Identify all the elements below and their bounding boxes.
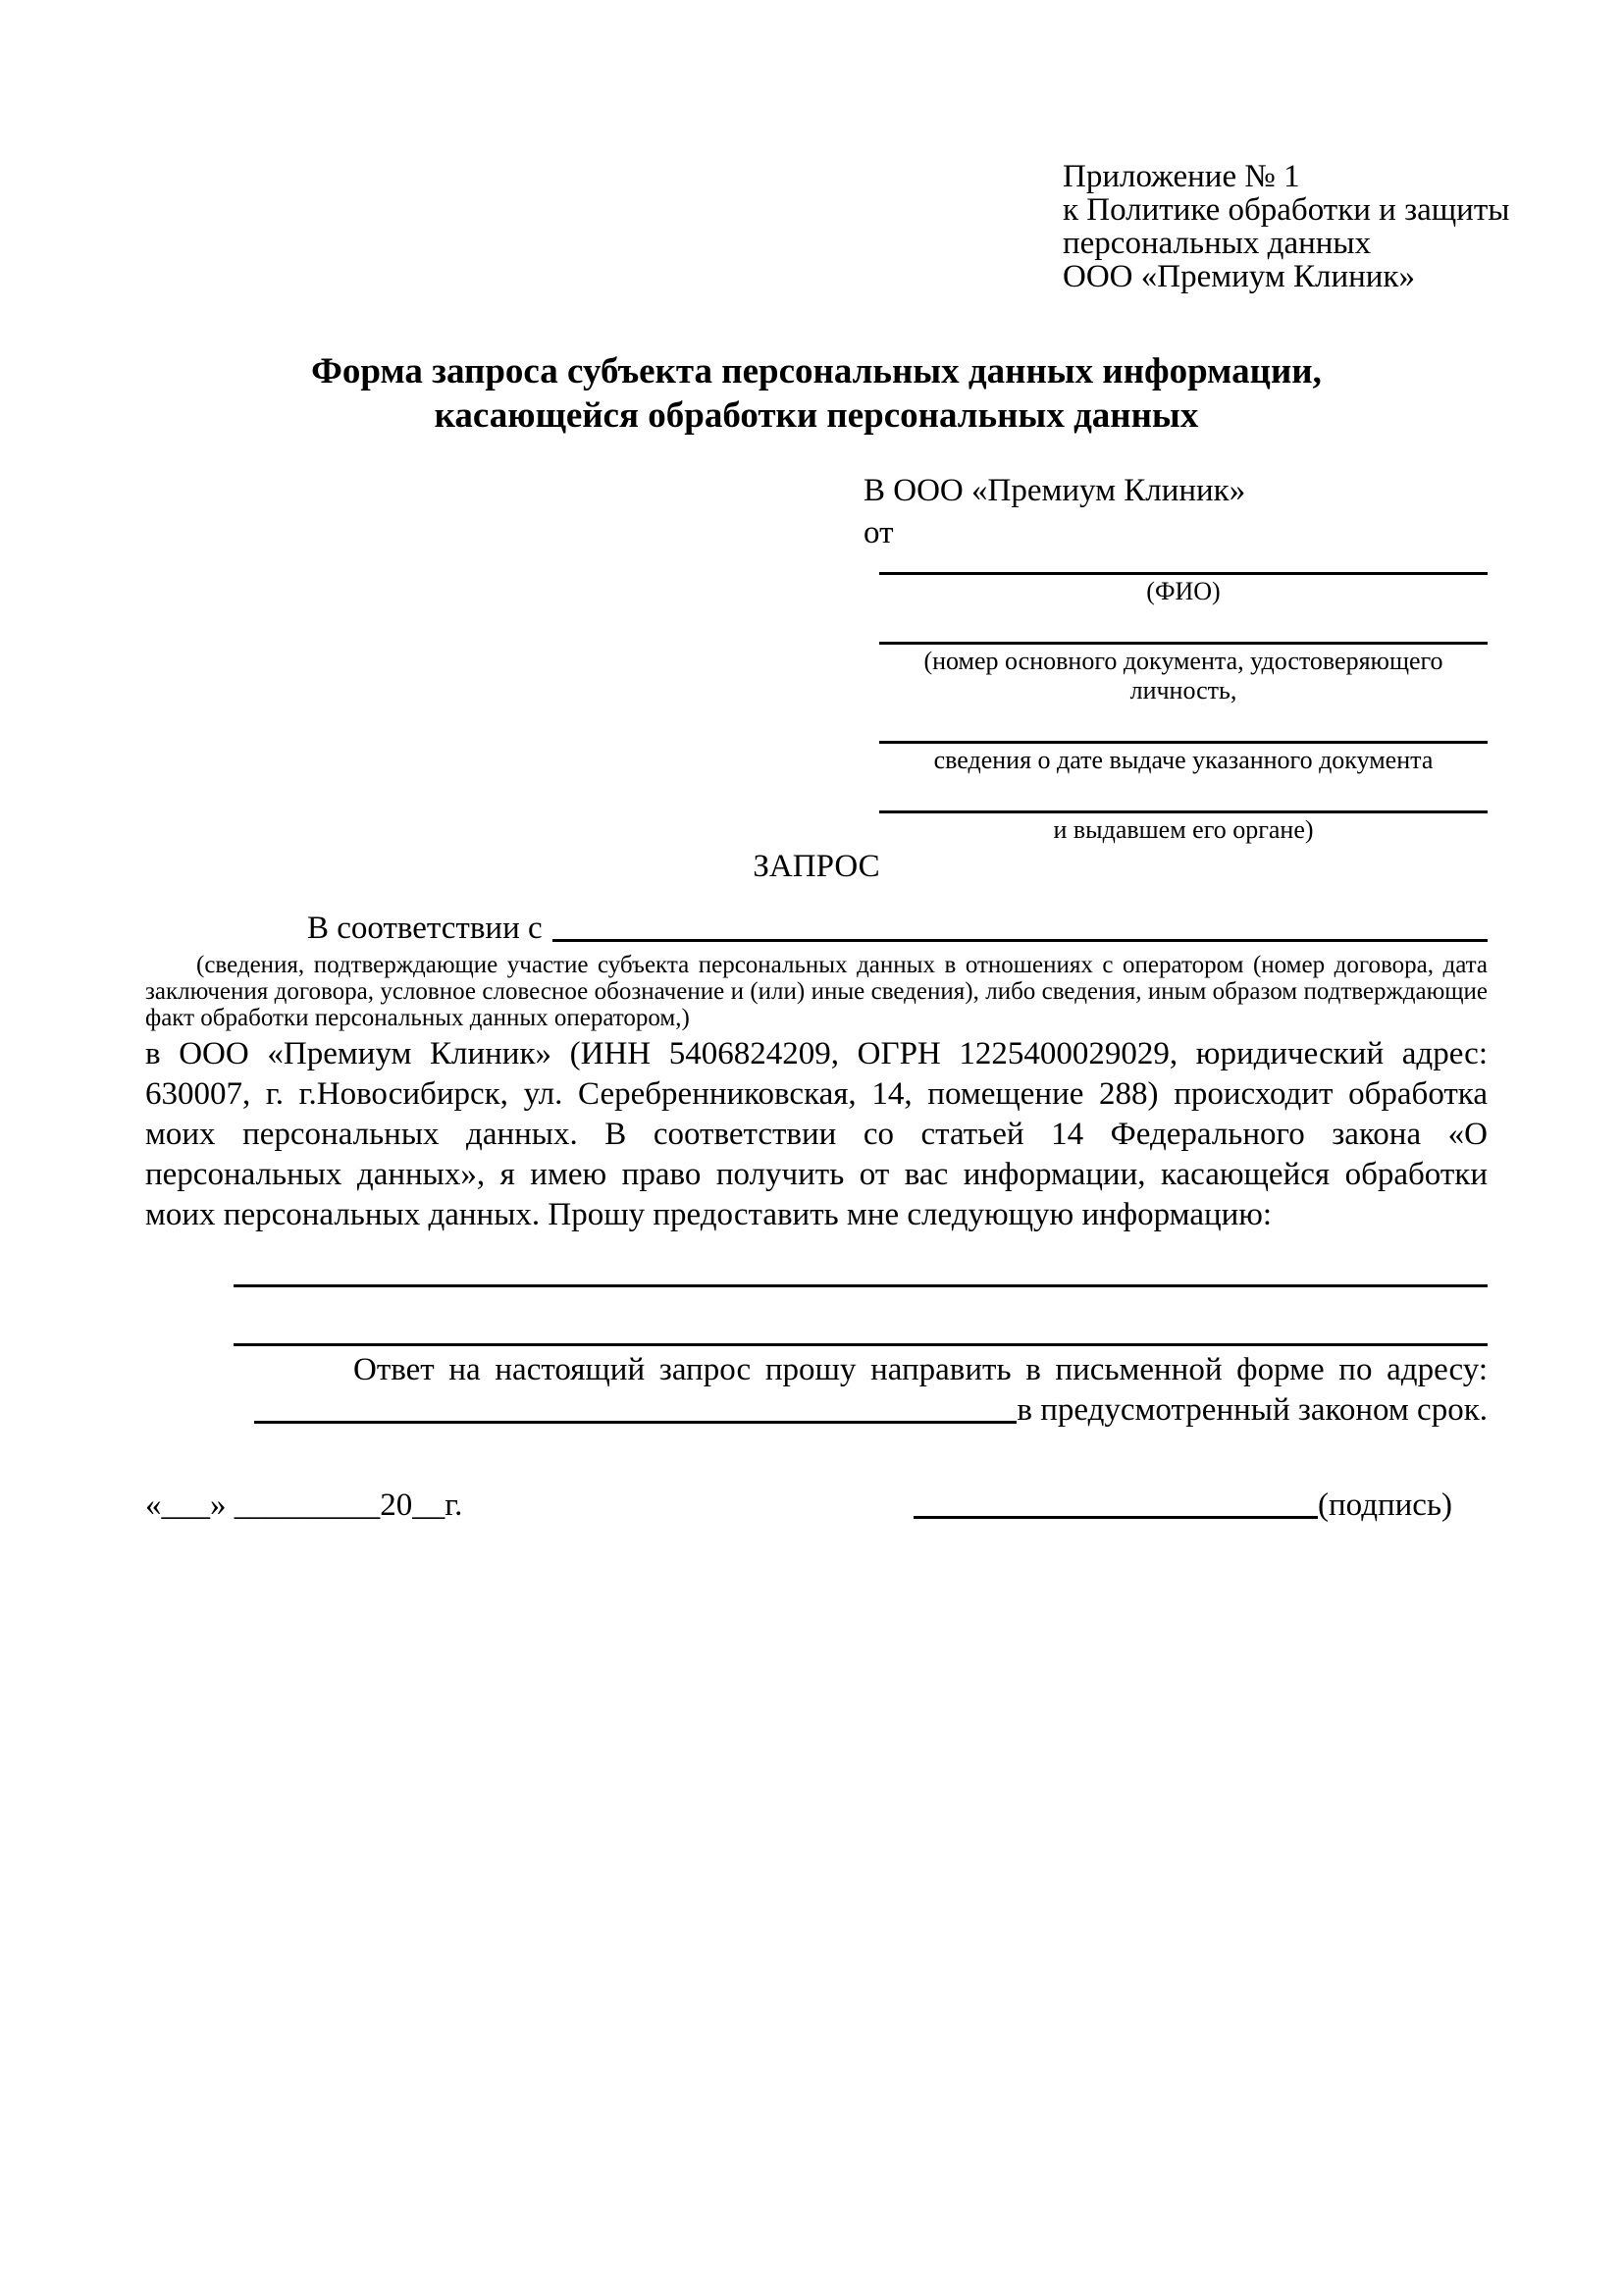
issuing-authority-field: [879, 810, 1488, 845]
request-section: [145, 842, 1488, 1526]
appendix-line: персональных данных: [1063, 226, 1372, 261]
document-number-field: [879, 642, 1488, 705]
addressee-from-label: от: [864, 515, 894, 550]
information-blank-line-2: [234, 1343, 1488, 1346]
date-signature-row: [145, 1486, 1488, 1526]
signature-block: [914, 1486, 1452, 1526]
date-blank: «___» _________20__г.: [145, 1487, 463, 1523]
issue-date-caption: сведения о дате выдаче указанного документа: [933, 746, 1434, 774]
basis-blank-line: [552, 910, 1488, 942]
request-body-paragraph: в ООО «Премиум Клиник» (ИНН 5406824209, ОГРН 1225400029029, юридический адрес: 630007, г. г.Новосибирск, ул. Серебренниковская, 14, помещение 288) происходит обработка моих персональных данных. В соответствии со статьей 14 Федерального закона «О персональных данных», я имею право получить от вас информации, касающейся обработки моих персональных данных. Прошу предоставить мне следующую информацию:: [145, 1036, 1488, 1232]
basis-label: В соответствии с: [307, 911, 543, 946]
basis-footnote: (сведения, подтверждающие участие субъекта персональных данных в отношениях с оператором (номер договора, дата заключения договора, условное словесное обозначение и (или) иные сведения), либо сведения, иным образом подтверждающие факт обработки персональных данных оператором,): [145, 952, 1488, 1031]
reply-deadline-text: в предусмотренный законом срок.: [1017, 1392, 1488, 1428]
reply-address-line: [145, 1390, 1488, 1431]
document-number-caption: (номер основного документа, удостоверяющего личность,: [923, 647, 1443, 704]
reply-address-paragraph: Ответ на настоящий запрос прошу направить в письменной форме по адресу:: [353, 1352, 1488, 1387]
appendix-line: к Политике обработки и защиты: [1063, 192, 1510, 228]
signature-caption: (подпись): [1318, 1487, 1452, 1523]
fio-field: [879, 572, 1488, 606]
page-title-line-2: касающейся обработки персональных данных: [434, 395, 1199, 436]
appendix-line: Приложение № 1: [1063, 159, 1300, 194]
signature-blank-line: [914, 1516, 1318, 1519]
reply-address-blank-line: [254, 1421, 1017, 1424]
issuing-authority-caption: и выдавшем его органе): [1053, 815, 1314, 844]
addressee-fields: [879, 572, 1488, 845]
request-heading: ЗАПРОС: [753, 849, 880, 884]
appendix-line: ООО «Премиум Клиник»: [1063, 259, 1415, 294]
addressee-block: [864, 474, 1488, 880]
issue-date-field: [879, 741, 1488, 775]
addressee-organization: В ООО «Премиум Клиник»: [864, 473, 1246, 508]
basis-line: [145, 910, 1488, 947]
information-blank-line-1: [234, 1284, 1488, 1287]
page-title-line-1: Форма запроса субъекта персональных данных информации,: [311, 351, 1322, 391]
page-title: [145, 349, 1488, 438]
fio-caption: (ФИО): [1146, 577, 1221, 605]
appendix-block: [1063, 160, 1509, 293]
